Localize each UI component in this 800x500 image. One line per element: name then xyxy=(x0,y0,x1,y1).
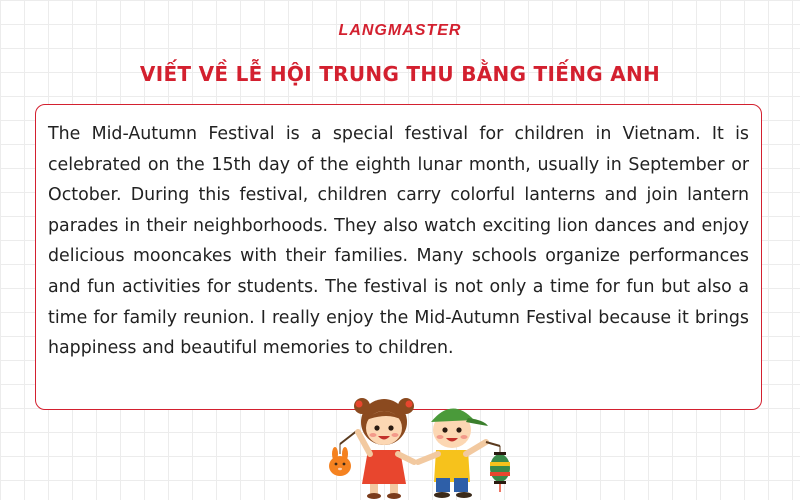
boy-figure xyxy=(418,408,488,498)
children-with-lanterns-illustration xyxy=(318,392,528,500)
essay-card xyxy=(35,104,762,410)
page-title: VIẾT VỀ LỄ HỘI TRUNG THU BẰNG TIẾNG ANH xyxy=(139,62,661,86)
girl-figure xyxy=(354,398,414,499)
drum-lantern-icon xyxy=(490,452,510,492)
essay-text: The Mid-Autumn Festival is a special festival for children in Vietnam. It is celebrated on the 15th day of the eighth lunar month, usually in September or October. During this festival, children carry colorful lanterns and join lantern parades in their neighborhoods. They also watch exciting lion dances and enjoy delicious mooncakes with their families. Many schools organize performances and fun activities for students. The festival is not only a time for fun but also a time for family reunion. I really enjoy the Mid-Autumn Festival because it brings happiness and beautiful memories to children. xyxy=(48,124,749,359)
brand-logo: LANGMASTER xyxy=(338,22,462,39)
